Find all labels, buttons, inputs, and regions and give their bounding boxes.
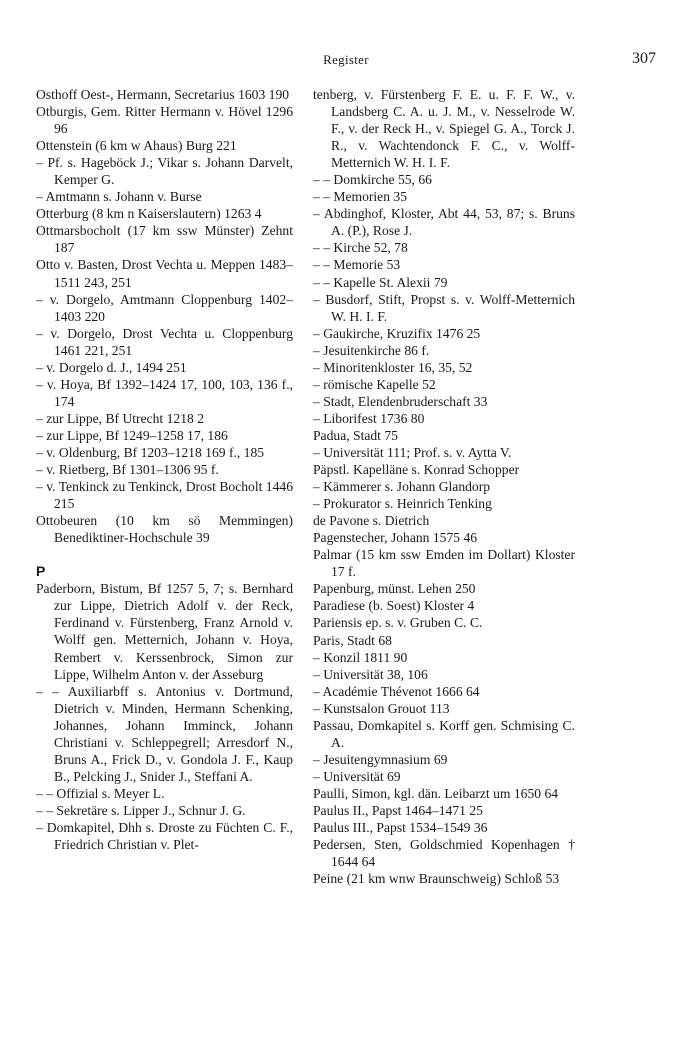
index-entry: – – Offizial s. Meyer L. (36, 785, 165, 801)
index-entry: Pagenstecher, Johann 1575 46 (313, 530, 478, 546)
index-entry: – Kämmerer s. Johann Glandorp (313, 479, 491, 495)
index-entry: – Jesuitenkirche 86 f. (313, 342, 430, 358)
index-entry: Pedersen, Sten, Goldschmied Kopenhagen † 1644 64 (313, 837, 575, 870)
index-entry: – v. Tenkinck zu Tenkinck, Drost Bocholt 1446 215 (36, 479, 293, 512)
index-entry: Pariensis ep. s. v. Gruben C. C. (313, 615, 483, 631)
index-entry: – Liborifest 1736 80 (313, 410, 425, 426)
index-entry: – v. Dorgelo, Amtmann Cloppenburg 1402–1403 220 (36, 291, 293, 324)
index-entry: Passau, Domkapitel s. Korff gen. Schmising C. A. (313, 717, 575, 750)
index-entry: Otto v. Basten, Drost Vechta u. Meppen 1483–1511 243, 251 (36, 257, 293, 290)
index-entry: Ottobeuren (10 km sö Memmingen) Benediktiner-Hochschule 39 (36, 513, 293, 546)
index-entry: Paulus III., Papst 1534–1549 36 (313, 820, 488, 836)
index-entry: – Universität 69 (313, 768, 401, 784)
index-entry: – v. Dorgelo d. J., 1494 251 (36, 359, 187, 375)
index-entry: – – Memorien 35 (313, 189, 408, 205)
index-entry: Otburgis, Gem. Ritter Hermann v. Hövel 1296 96 (36, 104, 293, 137)
index-entry: – zur Lippe, Bf 1249–1258 17, 186 (36, 427, 228, 443)
left-column (36, 86, 293, 853)
index-entry: – – Memorie 53 (313, 257, 401, 273)
page-number: 307 (632, 50, 656, 67)
index-entry: – Stadt, Elendenbruderschaft 33 (313, 393, 488, 409)
index-entry: tenberg, v. Fürstenberg F. E. u. F. F. W., v. Landsberg C. A. u. J. M., v. Nesselrode W. F., v. der Reck H., v. Spiegel G. A., Torck J. R., v. Wachtendonck F. C., v. Wolff-Metternich W. H. I. F. (313, 87, 575, 171)
index-entry: – Prokurator s. Heinrich Tenking (313, 496, 492, 512)
index-entry: – Universität 38, 106 (313, 666, 428, 682)
index-entry: – – Kapelle St. Alexii 79 (313, 274, 448, 290)
index-entry: – römische Kapelle 52 (313, 376, 436, 392)
index-entry: – Gaukirche, Kruzifix 1476 25 (313, 325, 481, 341)
index-entry: – Académie Thévenot 1666 64 (313, 683, 480, 699)
right-column (313, 86, 575, 887)
index-entry: – – Kirche 52, 78 (313, 240, 408, 256)
index-entry: – v. Dorgelo, Drost Vechta u. Cloppenburg 1461 221, 251 (36, 325, 293, 358)
index-entry: Papenburg, münst. Lehen 250 (313, 581, 476, 597)
index-entry: Paderborn, Bistum, Bf 1257 5, 7; s. Bernhard zur Lippe, Dietrich Adolf v. der Reck, Ferdinand v. Fürstenberg, Franz Arnold v. Wolff gen. Metternich, Johann v. Hoya, Rembert v. Kerssenbrock, Simon zur Lippe, Wilhelm Anton v. der Asseburg (36, 581, 293, 682)
index-entry: Ottmarsbocholt (17 km ssw Münster) Zehnt 187 (36, 223, 293, 256)
index-entry: Päpstl. Kapelläne s. Konrad Schopper (313, 462, 520, 478)
index-entry: – Amtmann s. Johann v. Burse (36, 189, 202, 205)
index-entry: – Jesuitengymnasium 69 (313, 751, 448, 767)
index-entry: – v. Oldenburg, Bf 1203–1218 169 f., 185 (36, 444, 265, 460)
index-entry: – Konzil 1811 90 (313, 649, 408, 665)
index-entry: – v. Rietberg, Bf 1301–1306 95 f. (36, 462, 219, 478)
index-entry: Paradiese (b. Soest) Kloster 4 (313, 598, 475, 614)
section-letter: P (36, 563, 46, 580)
index-entry: – Pf. s. Hageböck J.; Vikar s. Johann Darvelt, Kemper G. (36, 155, 293, 188)
index-entry: Palmar (15 km ssw Emden im Dollart) Kloster 17 f. (313, 547, 575, 580)
index-entry: – zur Lippe, Bf Utrecht 1218 2 (36, 410, 204, 426)
index-entry: Ottenstein (6 km w Ahaus) Burg 221 (36, 138, 237, 154)
index-entry: – Minoritenkloster 16, 35, 52 (313, 359, 473, 375)
index-entry: – Busdorf, Stift, Propst s. v. Wolff-Metternich W. H. I. F. (313, 291, 575, 324)
index-entry: Paris, Stadt 68 (313, 632, 392, 648)
index-entry: – v. Hoya, Bf 1392–1424 17, 100, 103, 136 f., 174 (36, 376, 293, 409)
index-entry: Paulus II., Papst 1464–1471 25 (313, 802, 483, 818)
index-entry: – – Auxiliarbff s. Antonius v. Dortmund, Dietrich v. Minden, Hermann Schenking, Johannes, Johann Imminck, Johann Christiani v. Schleppegrell; Arresdorf N., Bruns A., Frick D., v. Gondola J. F., Kaup B., Pelcking J., Snider J., Steffani A. (36, 683, 293, 784)
index-entry: Otterburg (8 km n Kaiserslautern) 1263 4 (36, 206, 262, 222)
index-entry: – Abdinghof, Kloster, Abt 44, 53, 87; s. Bruns A. (P.), Rose J. (313, 206, 575, 239)
index-entry: – Universität 111; Prof. s. v. Aytta V. (313, 444, 512, 460)
index-entry: – Domkapitel, Dhh s. Droste zu Füchten C. F., Friedrich Christian v. Plet- (36, 819, 293, 853)
index-entry: de Pavone s. Dietrich (313, 513, 430, 529)
page-header (36, 50, 656, 72)
index-entry: – Kunstsalon Grouot 113 (313, 700, 450, 716)
index-entry: Paulli, Simon, kgl. dän. Leibarzt um 1650 64 (313, 785, 559, 801)
index-entry: Peine (21 km wnw Braunschweig) Schloß 53 (313, 871, 560, 887)
index-entry: – – Domkirche 55, 66 (313, 172, 432, 188)
index-entry: – – Sekretäre s. Lipper J., Schnur J. G. (36, 802, 246, 818)
index-entry: Osthoff Oest-, Hermann, Secretarius 1603 190 (36, 87, 290, 102)
running-head: Register (323, 52, 369, 67)
index-entry: Padua, Stadt 75 (313, 427, 398, 443)
